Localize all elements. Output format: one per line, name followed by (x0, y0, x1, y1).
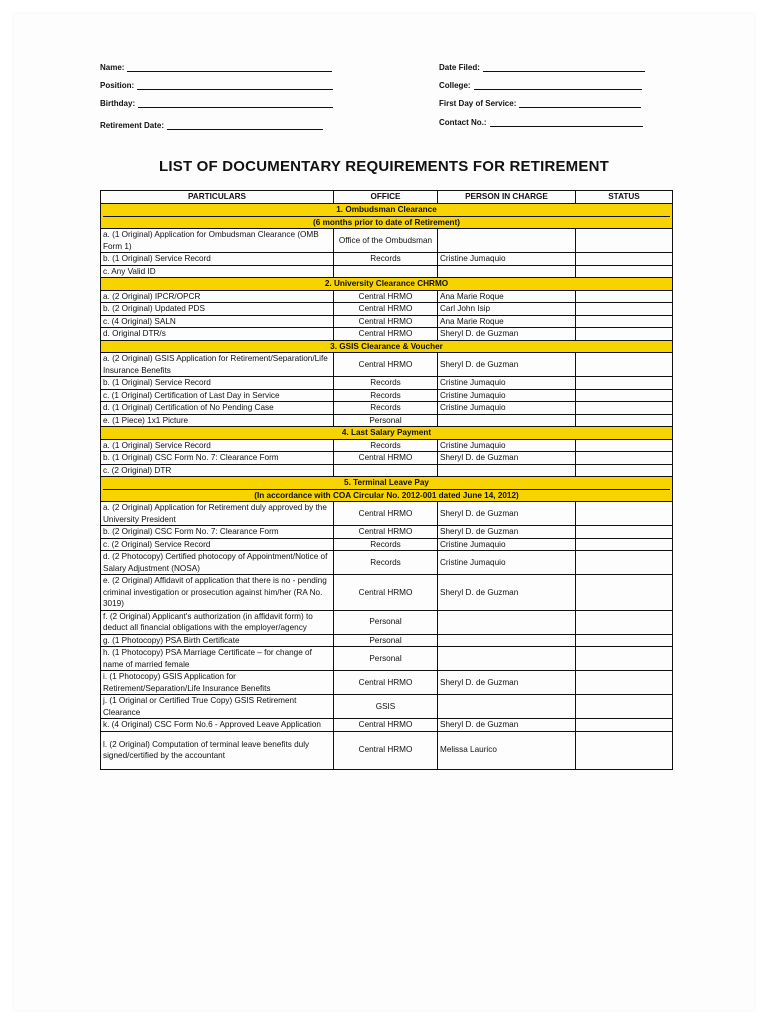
header-status: STATUS (576, 191, 673, 204)
status-cell (576, 414, 673, 427)
status-cell (576, 538, 673, 551)
table-row (101, 647, 673, 671)
section-title: 3. GSIS Clearance & Voucher (330, 341, 443, 351)
table-row (101, 551, 673, 575)
table-row (101, 315, 673, 328)
person-cell: Sheryl D. de Guzman (438, 575, 576, 611)
retirement-date-field (100, 121, 323, 130)
office-cell: Central HRMO (334, 526, 438, 539)
office-cell (334, 265, 438, 278)
person-cell (438, 634, 576, 647)
table-row (101, 731, 673, 769)
person-cell: Cristine Jumaquio (438, 551, 576, 575)
office-cell: Central HRMO (334, 575, 438, 611)
office-cell: Records (334, 253, 438, 266)
position-line (137, 81, 333, 90)
office-cell: Records (334, 538, 438, 551)
section-title: 2. University Clearance CHRMO (324, 279, 449, 288)
status-cell (576, 502, 673, 526)
status-cell (576, 551, 673, 575)
table-row (101, 253, 673, 266)
person-cell: Sheryl D. de Guzman (438, 353, 576, 377)
particular-cell: a. (2 Original) IPCR/OPCR (101, 290, 334, 303)
particular-cell: a. (1 Original) Application for Ombudsman Clearance (OMB Form 1) (101, 229, 334, 253)
particular-cell: j. (1 Original or Certified True Copy) GSIS Retirement Clearance (101, 695, 334, 719)
person-cell: Ana Marie Roque (438, 315, 576, 328)
person-cell: Melissa Laurico (438, 731, 576, 769)
contact-label: Contact No.: (439, 118, 487, 127)
header-particulars: PARTICULARS (101, 191, 334, 204)
office-cell: Central HRMO (334, 328, 438, 341)
particular-cell: d. (2 Photocopy) Certified photocopy of Appointment/Notice of Salary Adjustment (NOSA) (101, 551, 334, 575)
status-cell (576, 671, 673, 695)
particular-cell: g. (1 Photocopy) PSA Birth Certificate (101, 634, 334, 647)
person-cell (438, 647, 576, 671)
person-cell (438, 695, 576, 719)
particular-cell: f. (2 Original) Applicant's authorization (in affidavit form) to deduct all financial obligations with the employer/agency (101, 610, 334, 634)
page-title: LIST OF DOCUMENTARY REQUIREMENTS FOR RETIREMENT (159, 158, 609, 175)
section-heading-row (101, 278, 673, 291)
person-cell: Sheryl D. de Guzman (438, 328, 576, 341)
particular-cell: b. (1 Original) CSC Form No. 7: Clearance Form (101, 452, 334, 465)
status-cell (576, 315, 673, 328)
first-day-field (439, 99, 641, 108)
office-cell: GSIS (334, 695, 438, 719)
table-row (101, 414, 673, 427)
table-row (101, 502, 673, 526)
section-title: 5. Terminal Leave Pay (344, 478, 429, 487)
birthday-line (138, 99, 333, 108)
section-heading (101, 477, 673, 502)
status-cell (576, 647, 673, 671)
person-cell: Sheryl D. de Guzman (438, 452, 576, 465)
table-row (101, 229, 673, 253)
person-cell: Cristine Jumaquio (438, 389, 576, 402)
first-day-label: First Day of Service: (439, 99, 517, 108)
person-cell: Cristine Jumaquio (438, 439, 576, 452)
office-cell: Records (334, 551, 438, 575)
person-cell: Carl John Isip (438, 303, 576, 316)
table-body (101, 204, 673, 770)
particular-cell: h. (1 Photocopy) PSA Marriage Certificate – for change of name of married female (101, 647, 334, 671)
particular-cell: b. (2 Original) CSC Form No. 7: Clearance Form (101, 526, 334, 539)
person-cell: Ana Marie Roque (438, 290, 576, 303)
office-cell: Central HRMO (334, 303, 438, 316)
table-header-row (101, 191, 673, 204)
table-row (101, 389, 673, 402)
particular-cell: c. (2 Original) Service Record (101, 538, 334, 551)
table-row (101, 303, 673, 316)
section-heading (101, 340, 673, 353)
position-label: Position: (100, 81, 135, 90)
date-filed-line (483, 63, 645, 72)
office-cell: Records (334, 402, 438, 415)
office-cell: Records (334, 377, 438, 390)
status-cell (576, 464, 673, 477)
table-row (101, 538, 673, 551)
birthday-field (100, 99, 333, 108)
office-cell: Personal (334, 634, 438, 647)
date-filed-label: Date Filed: (439, 63, 480, 72)
status-cell (576, 265, 673, 278)
particular-cell: k. (4 Original) CSC Form No.6 - Approved Leave Application (101, 719, 334, 732)
particular-cell: b. (2 Original) Updated PDS (101, 303, 334, 316)
particular-cell: b. (1 Original) Service Record (101, 253, 334, 266)
status-cell (576, 229, 673, 253)
section-heading (101, 278, 673, 291)
status-cell (576, 377, 673, 390)
particular-cell: b. (1 Original) Service Record (101, 377, 334, 390)
first-day-line (519, 99, 641, 108)
person-cell: Cristine Jumaquio (438, 402, 576, 415)
particular-cell: c. (4 Original) SALN (101, 315, 334, 328)
header-office: OFFICE (334, 191, 438, 204)
status-cell (576, 731, 673, 769)
table-row (101, 265, 673, 278)
office-cell: Central HRMO (334, 719, 438, 732)
table-row (101, 402, 673, 415)
name-line (127, 63, 332, 72)
particular-cell: c. Any Valid ID (101, 265, 334, 278)
office-cell: Office of the Ombudsman (334, 229, 438, 253)
particular-cell: e. (1 Piece) 1x1 Picture (101, 414, 334, 427)
table-row (101, 377, 673, 390)
status-cell (576, 402, 673, 415)
status-cell (576, 719, 673, 732)
retirement-date-label: Retirement Date: (100, 121, 165, 130)
table-row (101, 695, 673, 719)
person-cell (438, 229, 576, 253)
particular-cell: a. (2 Original) GSIS Application for Retirement/Separation/Life Insurance Benefits (101, 353, 334, 377)
section-subtitle: (6 months prior to date of Retirement) (103, 216, 670, 229)
office-cell: Central HRMO (334, 502, 438, 526)
office-cell: Central HRMO (334, 315, 438, 328)
table-row (101, 634, 673, 647)
position-field (100, 81, 333, 90)
table-row (101, 526, 673, 539)
status-cell (576, 253, 673, 266)
table-row (101, 575, 673, 611)
office-cell: Central HRMO (334, 452, 438, 465)
table-row (101, 452, 673, 465)
section-heading-row (101, 427, 673, 440)
office-cell: Personal (334, 414, 438, 427)
person-cell (438, 265, 576, 278)
name-label: Name: (100, 63, 125, 72)
section-heading (101, 427, 673, 440)
status-cell (576, 695, 673, 719)
particular-cell: d. (1 Original) Certification of No Pending Case (101, 402, 334, 415)
college-field (439, 81, 642, 90)
table-row (101, 328, 673, 341)
person-cell (438, 464, 576, 477)
person-cell: Sheryl D. de Guzman (438, 526, 576, 539)
status-cell (576, 328, 673, 341)
table-row (101, 464, 673, 477)
office-cell: Personal (334, 647, 438, 671)
table-row (101, 439, 673, 452)
status-cell (576, 634, 673, 647)
section-heading-row (101, 477, 673, 502)
person-cell: Cristine Jumaquio (438, 253, 576, 266)
requirements-table (100, 190, 673, 770)
section-heading-row (101, 340, 673, 353)
status-cell (576, 353, 673, 377)
table-row (101, 290, 673, 303)
person-cell: Sheryl D. de Guzman (438, 671, 576, 695)
status-cell (576, 290, 673, 303)
particular-cell: a. (2 Original) Application for Retirement duly approved by the University President (101, 502, 334, 526)
person-cell: Sheryl D. de Guzman (438, 502, 576, 526)
office-cell: Personal (334, 610, 438, 634)
person-cell: Sheryl D. de Guzman (438, 719, 576, 732)
contact-field (439, 118, 643, 127)
table-row (101, 610, 673, 634)
status-cell (576, 452, 673, 465)
person-cell: Cristine Jumaquio (438, 377, 576, 390)
section-title: 1. Ombudsman Clearance (336, 205, 437, 214)
office-cell: Records (334, 439, 438, 452)
status-cell (576, 575, 673, 611)
status-cell (576, 439, 673, 452)
birthday-label: Birthday: (100, 99, 136, 108)
office-cell: Central HRMO (334, 353, 438, 377)
name-field (100, 63, 332, 72)
header-person-in-charge: PERSON IN CHARGE (438, 191, 576, 204)
office-cell: Central HRMO (334, 290, 438, 303)
contact-line (490, 118, 643, 127)
status-cell (576, 610, 673, 634)
particular-cell: d. Original DTR/s (101, 328, 334, 341)
status-cell (576, 303, 673, 316)
section-heading-row (101, 204, 673, 229)
person-cell (438, 610, 576, 634)
particular-cell: e. (2 Original) Affidavit of application that there is no - pending criminal investigation or prosecution against him/her (RA No. 3019) (101, 575, 334, 611)
college-line (474, 81, 642, 90)
status-cell (576, 526, 673, 539)
particular-cell: c. (2 Original) DTR (101, 464, 334, 477)
date-filed-field (439, 63, 645, 72)
status-cell (576, 389, 673, 402)
office-cell (334, 464, 438, 477)
section-heading (101, 204, 673, 229)
particular-cell: l. (2 Original) Computation of terminal leave benefits duly signed/certified by the accountant (101, 731, 334, 769)
table-row (101, 671, 673, 695)
table-row (101, 353, 673, 377)
section-subtitle: (In accordance with COA Circular No. 2012-001 dated June 14, 2012) (103, 489, 670, 502)
office-cell: Records (334, 389, 438, 402)
table-row (101, 719, 673, 732)
section-title: 4. Last Salary Payment (341, 428, 432, 437)
person-cell: Cristine Jumaquio (438, 538, 576, 551)
retirement-date-line (167, 121, 323, 130)
particular-cell: i. (1 Photocopy) GSIS Application for Retirement/Separation/Life Insurance Benefits (101, 671, 334, 695)
office-cell: Central HRMO (334, 671, 438, 695)
office-cell: Central HRMO (334, 731, 438, 769)
college-label: College: (439, 81, 471, 90)
particular-cell: a. (1 Original) Service Record (101, 439, 334, 452)
person-cell (438, 414, 576, 427)
particular-cell: c. (1 Original) Certification of Last Day in Service (101, 389, 334, 402)
